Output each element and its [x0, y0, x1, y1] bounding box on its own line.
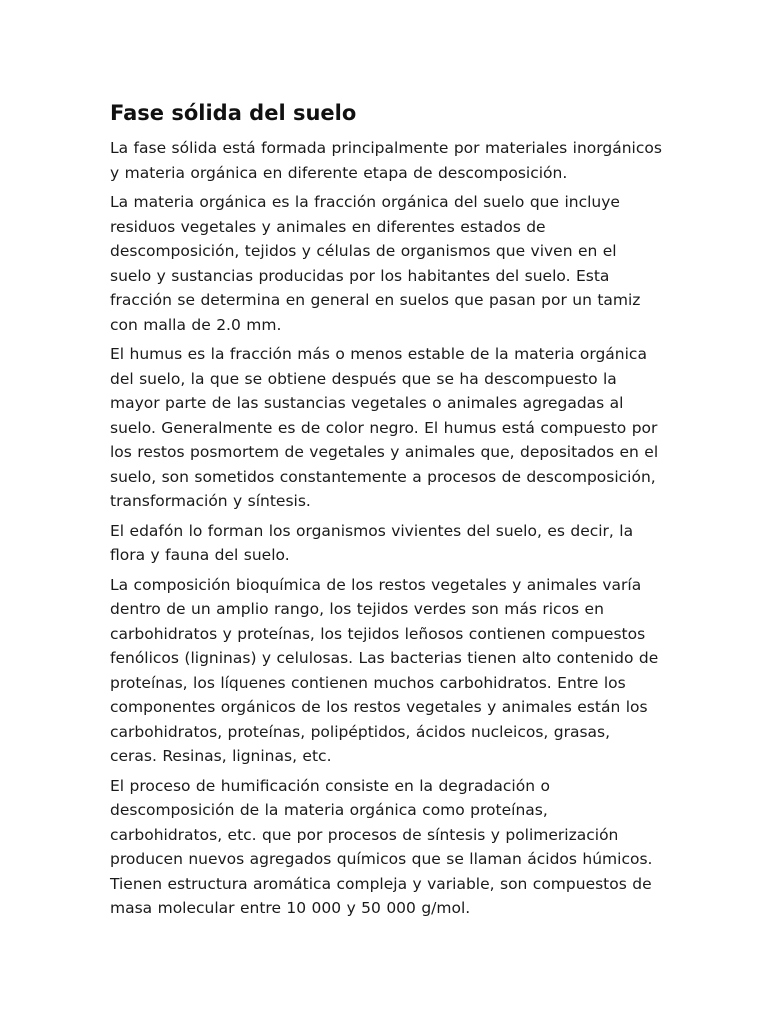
paragraph-edafon: El edafón lo forman los organismos vivientes del suelo, es decir, la flora y fauna del suelo.	[110, 521, 634, 564]
paragraph-materia-organica: La materia orgánica es la fracción orgánica del suelo que incluye residuos vegetales y animales en diferentes estados de descomposición, tejidos y células de organismos que viven en el suelo y sustancias producidas por los habitantes del suelo. Esta fracción se determina en general en suelos que pasan por un tamiz con malla de 2.0 mm.	[110, 193, 641, 334]
paragraph-fase-solida: La fase sólida está formada principalmente por materiales inorgánicos y materia orgánica en diferente etapa de descomposición.	[110, 139, 662, 182]
document-title: Fase sólida del suelo	[110, 101, 357, 125]
paragraph-humus: El humus es la fracción más o menos estable de la materia orgánica del suelo, la que se obtiene después que se ha descompuesto la mayor parte de las sustancias vegetales o animales agregadas al suelo. Generalmente es de color negro. El humus está compuesto por los restos posmortem de vegetales y animales que, depositados en el suelo, son sometidos constantemente a procesos de descomposición, transformación y síntesis.	[110, 345, 659, 510]
paragraph-composicion-bioquimica: La composición bioquímica de los restos vegetales y animales varía dentro de un amplio rango, los tejidos verdes son más ricos en carbohidratos y proteínas, los tejidos leñosos contienen compuestos fenólicos (ligninas) y celulosas. Las bacterias tienen alto contenido de proteínas, los líquenes contienen muchos carbohidratos. Entre los componentes orgánicos de los restos vegetales y animales están los carbohidratos, proteínas, polipéptidos, ácidos nucleicos, grasas, ceras. Resinas, ligninas, etc.	[110, 575, 659, 765]
paragraph-humificacion: El proceso de humificación consiste en la degradación o descomposición de la materia orgánica como proteínas, carbohidratos, etc. que por procesos de síntesis y polimerización producen nuevos agregados químicos que se llaman ácidos húmicos. Tienen estructura aromática compleja y variable, son compuestos de masa molecular entre 10 000 y 50 000 g/mol.	[110, 776, 653, 917]
document-page	[110, 96, 662, 926]
